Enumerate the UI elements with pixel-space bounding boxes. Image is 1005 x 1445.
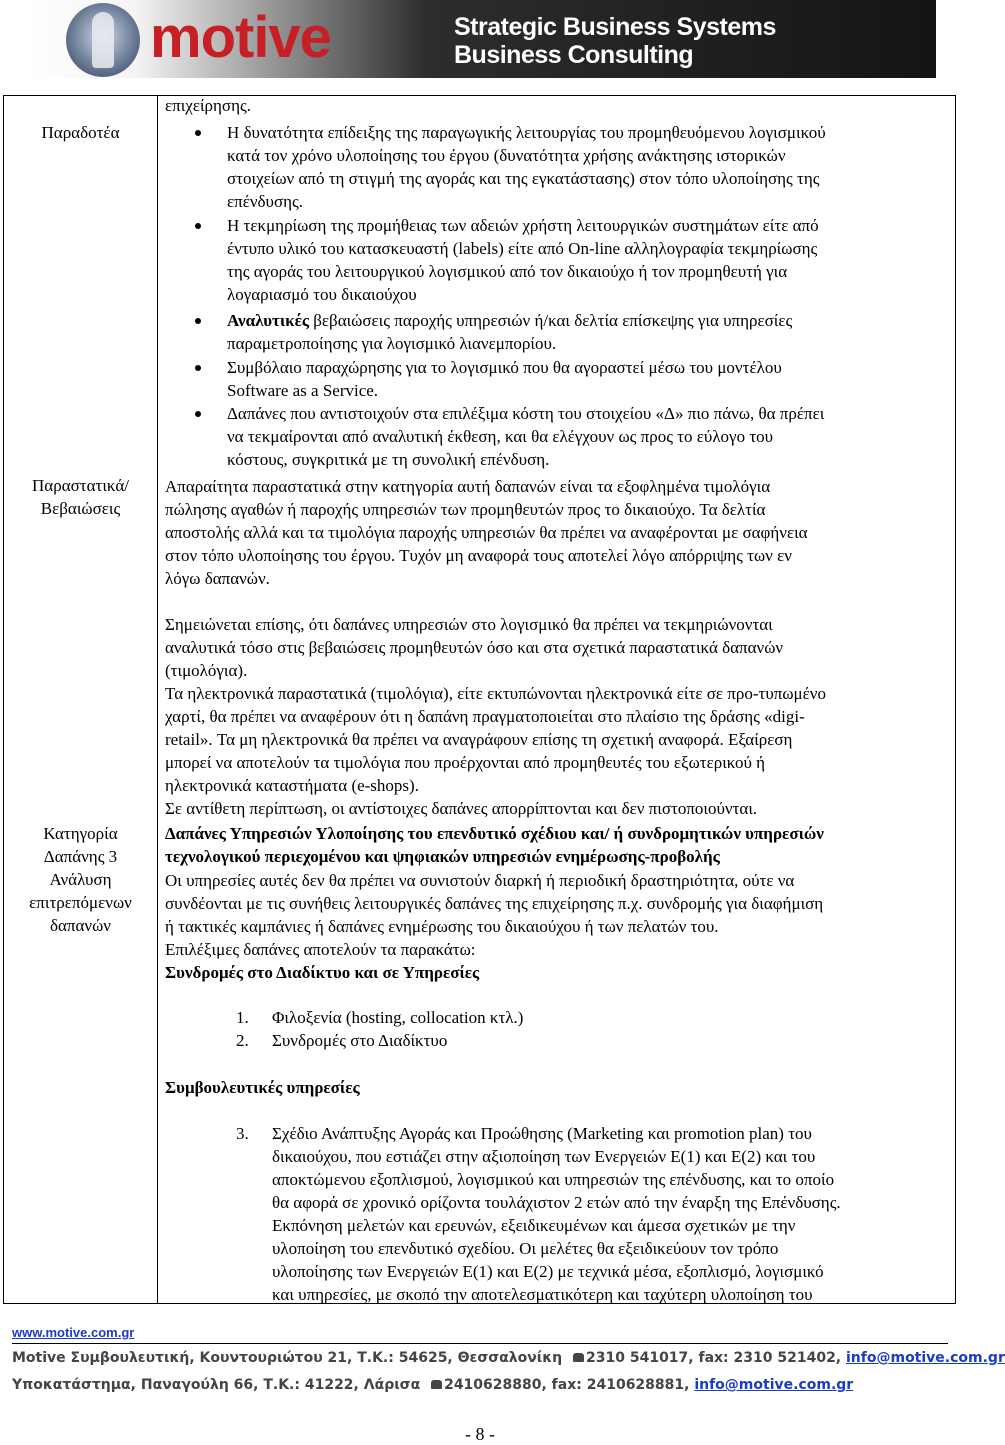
- bullet-icon: [195, 365, 201, 371]
- list-item-3: 3. Σχέδιο Ανάπτυξης Αγοράς και Προώθησης (Marketing και promotion plan) του δικαιούχου, που εστιάζει στην αξιοποίηση των Ενεργειών Ε(1) και Ε(2) και του αποκτώμενου εξοπλισμού, λογισμικού και υπηρεσιών της επένδυσης, και το οποίο θα αφορά σε χρονικό ορίζοντα τουλάχιστον 2 ετών από την έναρξη της Επένδυσης. Εκπόνηση μελετών και ερευνών, εξειδικευμένων και άμεσα σχετικών με την υλοποίηση του επενδυτικό σχεδίου. Οι μελέτες θα εξειδικεύουν τον τρόπο υλοποίησης των Ενεργειών Ε(1) και Ε(2) με τεχνικά μέσα, εξοπλισμό, λογισμικό και υπηρεσίες, με σκοπό την αποτελεσματικότερη και ταχύτερη υλοποίηση του: [236, 1124, 841, 1304]
- category3-title: Δαπάνες Υπηρεσιών Υλοποίησης του επενδυτικό σχέδιου και/ ή συνδρομητικών υπηρεσιών τεχνολογικού περιεχομένου και ψηφιακών υπηρεσιών ενημέρωσης-προβολής: [165, 824, 824, 866]
- header-banner: [26, 0, 936, 78]
- subheading-consulting-services: Συμβουλευτικές υπηρεσίες: [165, 1078, 360, 1097]
- column-divider: [157, 96, 158, 1303]
- tagline-consulting: Business Consulting: [454, 41, 694, 69]
- footer-divider: [12, 1343, 948, 1344]
- logo-figure-icon: [92, 12, 114, 68]
- list-item-1: 1. Φιλοξενία (hosting, collocation κτλ.): [236, 1008, 524, 1027]
- list-item-2: 2. Συνδρομές στο Διαδίκτυο: [236, 1031, 448, 1050]
- footer-address-larisa: Υποκατάστημα, Παναγούλη 66, Τ.Κ.: 41222, Λάρισα 2410628880, fax: 2410628881, info@motive.com.gr: [12, 1377, 854, 1393]
- tagline-strategic: Strategic Business Systems: [454, 13, 776, 41]
- footer-email-link[interactable]: info@motive.com.gr: [846, 1350, 1005, 1366]
- documents-paragraph-1: Απαραίτητα παραστατικά στην κατηγορία αυτή δαπανών είναι τα εξοφλημένα τιμολόγια πώλησης αγαθών ή παροχής υπηρεσιών των προμηθευτών προς το δικαιούχο. Τα δελτία αποστολής αλλά και τα τιμολόγια παροχής υπηρεσιών θα πρέπει να αναφέρονται με σαφήνεια στον τόπο υλοποίησης του έργου. Τυχόν μη αναφορά τους αποτελεί λόγο απόρριψης των εν λόγω δαπανών.: [165, 477, 808, 588]
- page-number: - 8 -: [465, 1424, 495, 1444]
- deliverable-bullet-1: Η δυνατότητα επίδειξης της παραγωγικής λειτουργίας του προμηθευόμενου λογισμικού κατά τον χρόνο υλοποίησης του έργου (δυνατότητα χρήσης ανάκτησης ιστορικών στοιχείων από τη στιγμή της αγοράς και της εγκατάστασης) στον τόπο υλοποίησης της επένδυσης.: [227, 121, 947, 213]
- bullet-icon: [195, 318, 201, 324]
- deliverable-bullet-4: Συμβόλαιο παραχώρησης για το λογισμικό που θα αγοραστεί μέσω του μοντέλου Software as a Service.: [227, 356, 947, 402]
- phone-icon: [573, 1353, 584, 1362]
- footer-email-link[interactable]: info@motive.com.gr: [694, 1377, 854, 1393]
- deliverable-bullet-5: Δαπάνες που αντιστοιχούν στα επιλέξιμα κόστη του στοιχείου «Δ» πιο πάνω, θα πρέπει να τεκμαίρονται από αναλυτική έκθεση, και θα ελέγχουν ως προς το εύλογο του κόστους, συγκριτικά με τη συνολική επένδυση.: [227, 402, 947, 471]
- documents-paragraph-2: Σημειώνεται επίσης, ότι δαπάνες υπηρεσιών στο λογισμικό θα πρέπει να τεκμηριώνονται αναλυτικά τόσο στις βεβαιώσεις προμηθευτών όσο και στα σχετικά παραστατικά δαπανών (τιμολόγια). Τα ηλεκτρονικά παραστατικά (τιμολόγια), είτε εκτυπώνονται ηλεκτρονικά είτε σε προ-τυπωμένο χαρτί, θα πρέπει να αναφέρουν ότι η δαπάνη πραγματοποιείται στο πλαίσιο της δράσης «digi- retail». Τα μη ηλεκτρονικά θα πρέπει να αναγράφουν επίσης τη σχετική αναφορά. Εξαίρεση μπορεί να αποτελούν τα τιμολόγια που προέρχονται από προμηθευτές του εξωτερικού ή ηλεκτρονικά καταστήματα (e-shops). Σε αντίθετη περίπτωση, οι αντίστοιχες δαπάνες απορρίπτονται και δεν πιστοποιούνται.: [165, 615, 826, 818]
- subheading-internet-subscriptions: Συνδρομές στο Διαδίκτυο και σε Υπηρεσίες: [165, 963, 480, 982]
- deliverable-bullet-2: Η τεκμηρίωση της προμήθειας των αδειών χρήστη λειτουργικών συστημάτων είτε από έντυπο υλικό του κατασκευαστή (labels) είτε από On-line αλληλογραφία τεκμηρίωσης της αγοράς του λειτουργικού λογισμικού από τον δικαιούχο ή τον προμηθευτή για λογαριασμό του δικαιούχου: [227, 214, 947, 306]
- phone-icon: [431, 1380, 442, 1389]
- logo-wordmark: motive: [150, 5, 331, 70]
- category3-intro: Οι υπηρεσίες αυτές δεν θα πρέπει να συνιστούν διαρκή ή περιοδική δραστηριότητα, ούτε να συνδέονται με τις συνήθεις λειτουργικές δαπάνες της επιχείρησης π.χ. συνδρομής για διαφήμιση ή τακτικές καμπάνιες ή δαπάνες ενημέρωσης του δικαιούχου ή των πελατών του. Επιλέξιμες δαπάνες αποτελούν τα παρακάτω:: [165, 871, 824, 959]
- footer-website-link[interactable]: www.motive.com.gr: [12, 1325, 135, 1340]
- category-expense-3: Κατηγορία Δαπάνης 3 Ανάλυση επιτρεπόμενων δαπανών: [29, 824, 132, 935]
- deliverables-carry-over: επιχείρησης.: [165, 96, 251, 115]
- deliverable-bullet-3: Αναλυτικές βεβαιώσεις παροχής υπηρεσιών ή/και δελτία επίσκεψης για υπηρεσίες παραμετροποίησης για λογισμικό λιανεμπορίου.: [227, 309, 947, 355]
- bullet-icon: [195, 411, 201, 417]
- category-documents: Παραστατικά/ Βεβαιώσεις: [32, 476, 129, 518]
- category-deliverables: Παραδοτέα: [41, 123, 120, 142]
- bullet-icon: [195, 130, 201, 136]
- footer-address-thessaloniki: Motive Συμβουλευτική, Κουντουριώτου 21, Τ.Κ.: 54625, Θεσσαλονίκη 2310 541017, fax: 2310 521402, info@motive.com.gr: [12, 1350, 1005, 1366]
- bullet-icon: [195, 223, 201, 229]
